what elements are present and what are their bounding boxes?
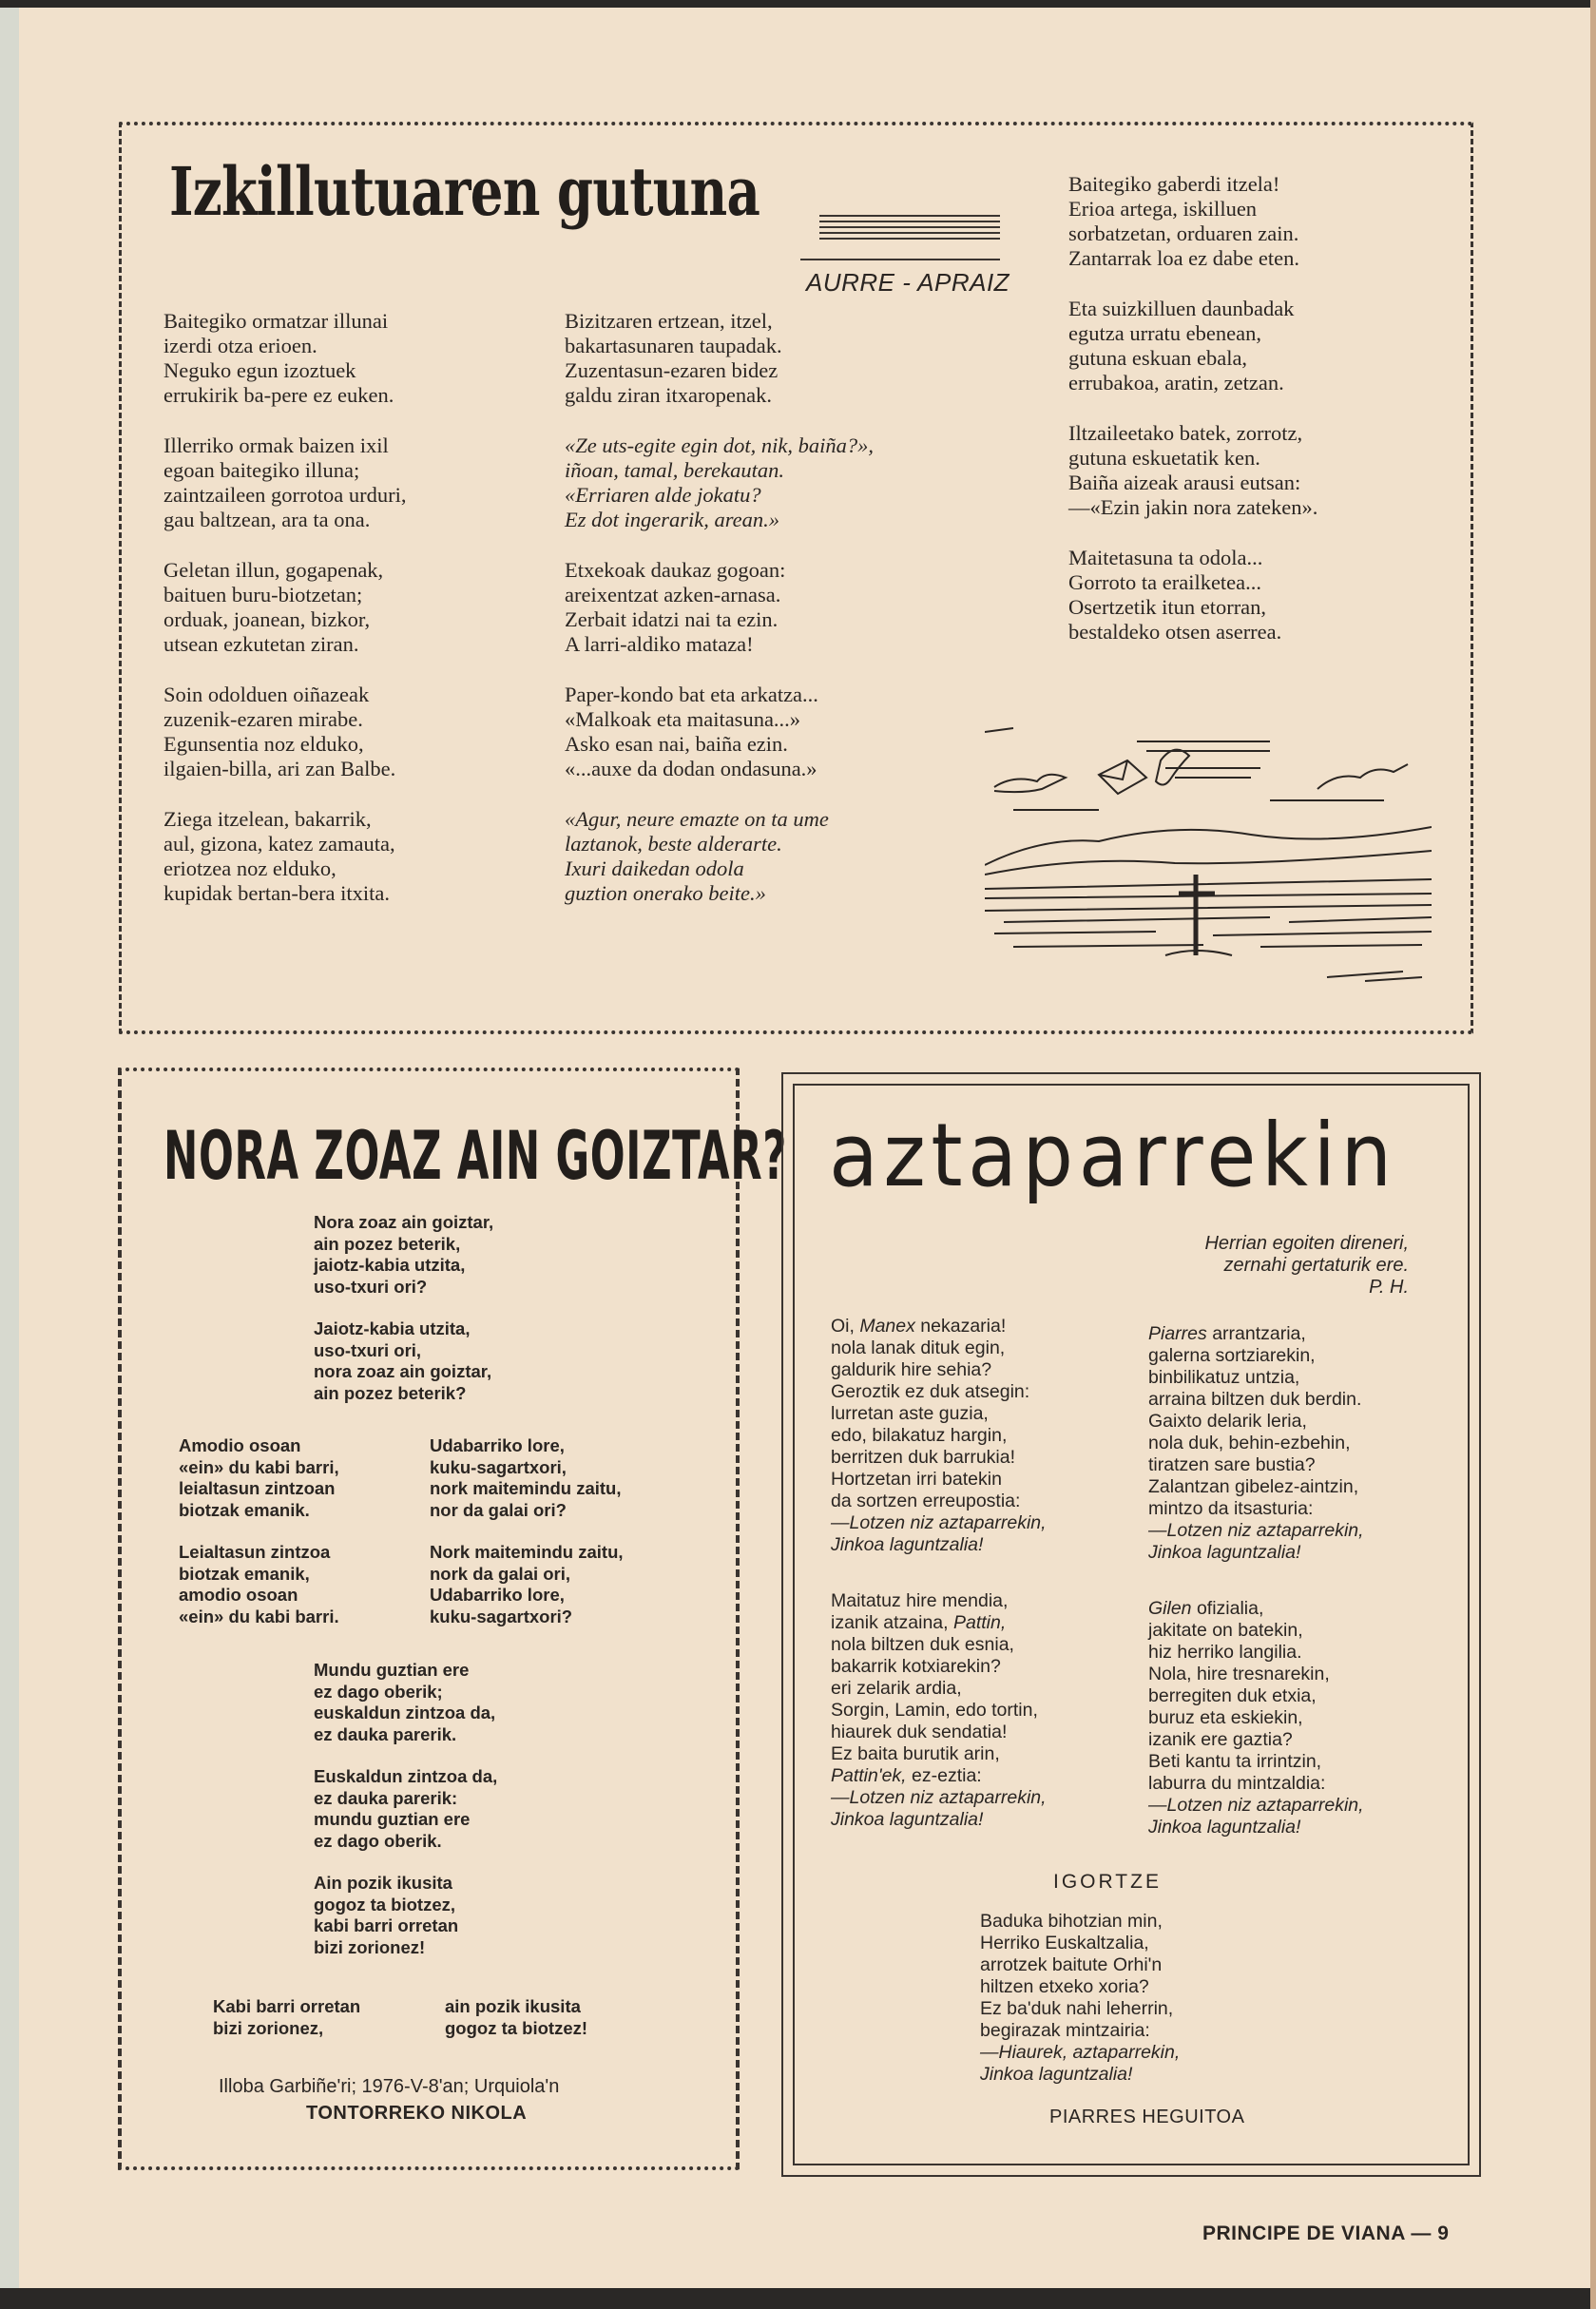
epigraph-line: zernahi gertaturik ere.: [1223, 1255, 1409, 1276]
poem2-stanza-right-a: [430, 1435, 624, 1648]
stanza: Ain pozik ikusita gogoz ta biotzez, kabi barri orretan bizi zorionez!: [314, 1873, 459, 1957]
poem2-final-right: [445, 1996, 587, 2060]
stanza: «Ze uts-egite egin dot, nik, baiña?», iñoan, tamal, berekautan. «Erriaren alde jokatu? Ez dot ingerarik, arean.»: [565, 433, 874, 531]
poem2-dedication: Illoba Garbiñe'ri; 1976-V-8'an; Urquiola'n: [219, 2076, 560, 2097]
stanza: Soin odolduen oiñazeak zuzenik-ezaren mirabe. Egunsentia noz elduko, ilgaien-billa, ari zan Balbe.: [163, 683, 396, 780]
stanza: Ziega itzelean, bakarrik, aul, gizona, katez zamauta, eriotzea noz elduko, kupidak bertan-bera itxita.: [163, 807, 395, 905]
title-decoration-rules: [819, 215, 1000, 243]
poem2-title: NORA ZOAZ AIN GOIZTAR?: [163, 1117, 788, 1195]
stanza: Paper-kondo bat eta arkatza... «Malkoak eta maitasuna...» Asko esan nai, baiña ezin. «...auxe da dodan ondasuna.»: [565, 683, 818, 780]
stanza: Nora zoaz ain goiztar, ain pozez beterik, jaiotz-kabia utzita, uso-txuri ori?: [314, 1212, 494, 1297]
stanza: ain pozik ikusita gogoz ta biotzez!: [445, 1996, 588, 2038]
poem1-column-3: [1068, 172, 1449, 670]
stanza: Piarres arrantzaria, galerna sortziarekin, binbilikatuz untzia, arraina biltzen duk berdin. Gaixto delarik leria, nola duk, behin-ezbehin, tiratzen sare bustia? Zalantzan gibelez-aintzin, mintzo da itsasturia: —Lotzen niz aztaparrekin, Jinkoa laguntzalia!: [1148, 1323, 1364, 1563]
page-edge-right: [1590, 0, 1596, 2309]
poem2-stanza-1: [314, 1212, 493, 1425]
grave-illustration: [985, 722, 1432, 984]
poem3-envoi-heading: IGORTZE: [1053, 1871, 1162, 1893]
poem3-envoi: [980, 1911, 1180, 2120]
stanza: «Agur, neure emazte on ta ume laztanok, beste alderarte. Ixuri daikedan odola guztion onerako beite.»: [565, 807, 829, 905]
stanza: Euskaldun zintzoa da, ez dauka parerik: mundu guztian ere ez dago oberik.: [314, 1766, 498, 1851]
poem2-final-left: [213, 1996, 360, 2060]
poem2-stanza-center: [314, 1660, 497, 1979]
page-edge-left: [0, 0, 19, 2309]
poem3-signature: PIARRES HEGUITOA: [1049, 2107, 1245, 2127]
poem3-title: aztaparrekin: [829, 1105, 1397, 1206]
stanza: Iltzaileetako batek, zorrotz, gutuna eskuetatik ken. Baiña aizeak arausi eutsan: —«Ezin jakin nora zateken».: [1068, 421, 1318, 519]
author-rule: [800, 259, 1000, 260]
stanza: Maitetasuna ta odola... Gorroto ta erailketea... Osertzetik itun etorran, bestaldeko otsen aserrea.: [1068, 546, 1282, 644]
stanza: Nork maitemindu zaitu, nork da galai ori, Udabarriko lore, kuku-sagartxori?: [430, 1542, 624, 1626]
stanza: Jaiotz-kabia utzita, uso-txuri ori, nora zoaz ain goiztar, ain pozez beterik?: [314, 1318, 492, 1403]
stanza: Leialtasun zintzoa biotzak emanik, amodio osoan «ein» du kabi barri.: [179, 1542, 339, 1626]
stanza: Gilen ofizialia, jakitate on batekin, hiz herriko langilia. Nola, hire tresnarekin, berregiten duk etxia, buruz eta eskiekin, izanik ere gaztia? Beti kantu ta irrintzin, laburra du mintzaldia: —Lotzen niz aztaparrekin, Jinkoa laguntzalia!: [1148, 1598, 1364, 1838]
poem2-signature: TONTORREKO NIKOLA: [306, 2103, 528, 2124]
poem1-column-1: [163, 309, 544, 932]
poem1-author: AURRE - APRAIZ: [806, 268, 1010, 297]
epigraph-initials: P. H.: [1369, 1277, 1409, 1298]
stanza: Amodio osoan «ein» du kabi barri, leialtasun zintzoan biotzak emanik.: [179, 1435, 339, 1520]
page-footer: PRINCIPE DE VIANA — 9: [1202, 2222, 1450, 2244]
stanza: Etxekoak daukaz gogoan: areixentzat azken-arnasa. Zerbait idatzi nai ta ezin. A larri-aldiko mataza!: [565, 558, 786, 656]
stanza: Eta suizkilluen daunbadak egutza urratu ebenean, gutuna eskuan ebala, errubakoa, aratin, zetzan.: [1068, 297, 1295, 394]
stanza: Kabi barri orretan bizi zorionez,: [213, 1996, 361, 2038]
stanza: Baduka bihotzian min, Herriko Euskaltzalia, arrotzek baitute Orhi'n hiltzen etxeko xoria? Ez ba'duk nahi leherrin, begirazak mintzairia: —Hiaurek, aztaparrekin, Jinkoa laguntzalia!: [980, 1911, 1181, 2085]
poem3-column-left: [831, 1316, 1047, 1865]
stanza: Baitegiko gaberdi itzela! Erioa artega, iskilluen sorbatzetan, orduaren zain. Zantarrak loa ez dabe eten.: [1068, 172, 1299, 270]
epigraph-line: Herrian egoiten direneri,: [1204, 1233, 1409, 1254]
stanza: Baitegiko ormatzar illunai izerdi otza erioen. Neguko egun izoztuek errukirik ba-pere ez euken.: [163, 309, 394, 407]
stanza: Geletan illun, gogapenak, baituen buru-biotzetan; orduak, joanean, bizkor, utsean ezkutetan ziran.: [163, 558, 384, 656]
stanza: Illerriko ormak baizen ixil egoan baitegiko illuna; zaintzaileen gorrotoa urduri, gau baltzean, ara ta ona.: [163, 433, 407, 531]
poem1-column-2: [565, 309, 983, 932]
stanza: Maitatuz hire mendia, izanik atzaina, Pattin, nola biltzen duk esnia, bakarrik kotxiarekin? eri zelarik ardia, Sorgin, Lamin, edo tortin, hiaurek duk sendatia! Ez baita burutik arin, Pattin'ek, ez-eztia: —Lotzen niz aztaparrekin, Jinkoa laguntzalia!: [831, 1590, 1047, 1830]
stanza: Udabarriko lore, kuku-sagartxori, nork maitemindu zaitu, nor da galai ori?: [430, 1435, 622, 1520]
poem3-column-right: [1148, 1323, 1364, 1873]
page-edge-top: [0, 0, 1596, 8]
poem2-stanza-left-a: [179, 1435, 339, 1648]
page-edge-bottom: [0, 2288, 1596, 2309]
stanza: Bizitzaren ertzean, itzel, bakartasunaren taupadak. Zuzentasun-ezaren bidez galdu ziran itxaropenak.: [565, 309, 782, 407]
stanza: Oi, Manex nekazaria! nola lanak dituk egin, galdurik hire sehia? Geroztik ez duk atsegin: lurretan aste guzia, edo, bilakatuz hargin, berritzen duk barrukia! Hortzetan irri batekin da sortzen erreupostia: —Lotzen niz aztaparrekin, Jinkoa laguntzalia!: [831, 1316, 1047, 1555]
stanza: Mundu guztian ere ez dago oberik; euskaldun zintzoa da, ez dauka parerik.: [314, 1660, 496, 1744]
poem1-title: Izkillutuaren gutuna: [169, 152, 760, 231]
poem3-epigraph: [1093, 1233, 1409, 1299]
